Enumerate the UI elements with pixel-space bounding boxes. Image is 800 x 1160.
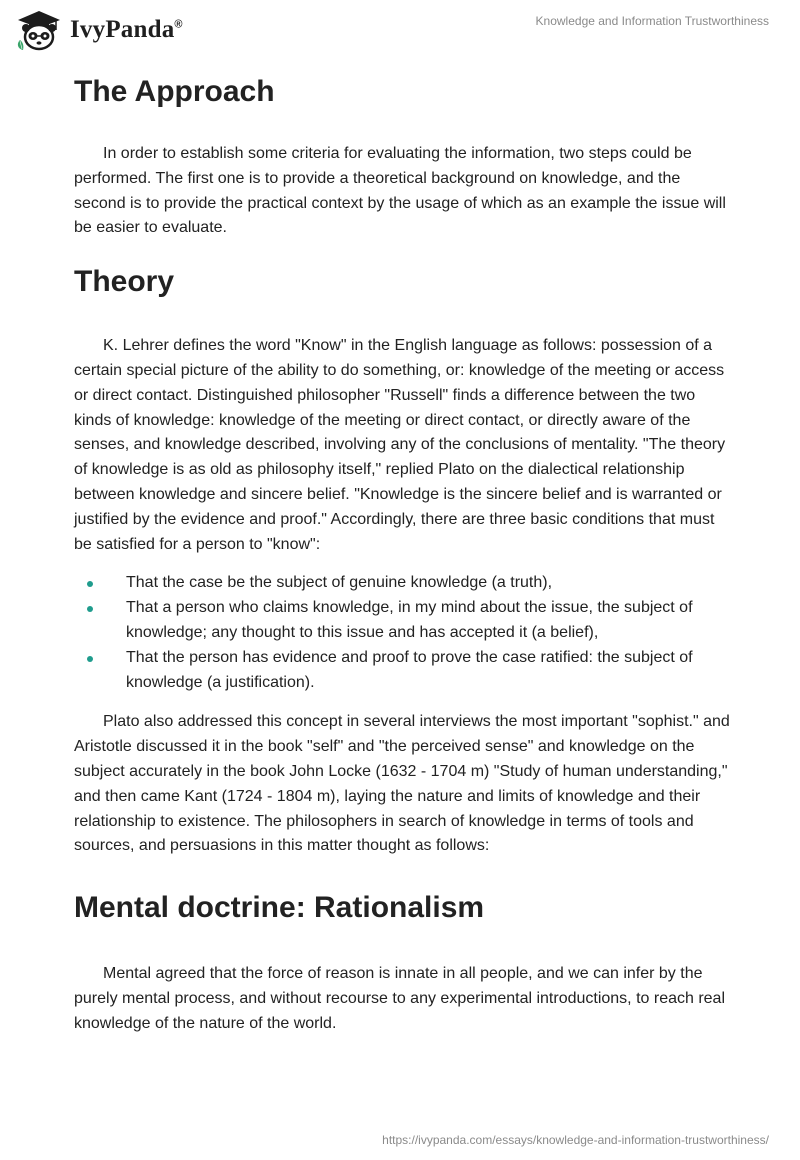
- conditions-list: [74, 571, 734, 695]
- heading-mental-doctrine: Mental doctrine: Rationalism: [74, 891, 485, 925]
- essay-content: [74, 70, 734, 1037]
- paragraph-mental: Mental agreed that the force of reason is innate in all people, and we can infer by the purely mental process, and without recourse to any experimental introductions, to reach real knowledge of the nature of the world.: [74, 965, 726, 1032]
- heading-approach: The Approach: [74, 75, 275, 108]
- source-url-link[interactable]: https://ivypanda.com/essays/knowledge-and-information-trustworthiness/: [382, 1133, 769, 1147]
- panda-graduate-icon: [14, 8, 64, 52]
- list-item: [74, 646, 734, 696]
- list-item: [74, 596, 734, 646]
- paragraph-approach: In order to establish some criteria for evaluating the information, two steps could be performed. The first one is to provide a theoretical background on knowledge, and the second is to provide the practical context by the usage of which as an example the issue will be easier to evaluate.: [74, 145, 726, 237]
- list-item-text: That a person who claims knowledge, in my mind about the issue, the subject of knowledge; any thought to this issue and has accepted it (a belief),: [126, 599, 693, 641]
- bullet-dot-icon: [87, 581, 93, 587]
- list-item-text: That the case be the subject of genuine knowledge (a truth),: [126, 574, 553, 592]
- heading-theory: Theory: [74, 265, 175, 299]
- list-item-text: That the person has evidence and proof to prove the case ratified: the subject of knowledge (a justification).: [126, 648, 693, 691]
- bullet-dot-icon: [87, 656, 93, 662]
- page-header: [0, 0, 800, 60]
- logo-wordmark: IvyPanda®: [70, 16, 183, 43]
- document-title: Knowledge and Information Trustworthiness: [535, 14, 769, 28]
- list-item: [74, 571, 734, 596]
- paragraph-theory: K. Lehrer defines the word "Know" in the English language as follows: possession of a certain special picture of the ability to do something, or: knowledge of the meeting or access or direct contact. Distinguished philosopher "Russell" finds a difference between the two kinds of knowledge: knowledge of the meeting or direct contact, or directly aware of the senses, and knowledge described, involving any of the conclusions of mentality. "The theory of knowledge is as old as philosophy itself," replied Plato on the dialectical relationship between knowledge and sincere belief. "Knowledge is the sincere belief and is warranted or justified by the evidence and proof." Accordingly, there are three basic conditions that must be satisfied for a person to "know":: [74, 337, 726, 553]
- paragraph-plato: Plato also addressed this concept in several interviews the most important "sophist." and Aristotle discussed it in the book "self" and "the perceived sense" and knowledge on the subject accurately in the book John Locke (1632 - 1704 m) "Study of human understanding," and then came Kant (1724 - 1804 m), laying the nature and limits of knowledge and their relationship to existence. The philosophers in search of knowledge in terms of tools and sources, and persuasions in this matter thought as follows:: [74, 713, 730, 855]
- ivypanda-logo[interactable]: [14, 8, 183, 52]
- bullet-dot-icon: [87, 606, 93, 612]
